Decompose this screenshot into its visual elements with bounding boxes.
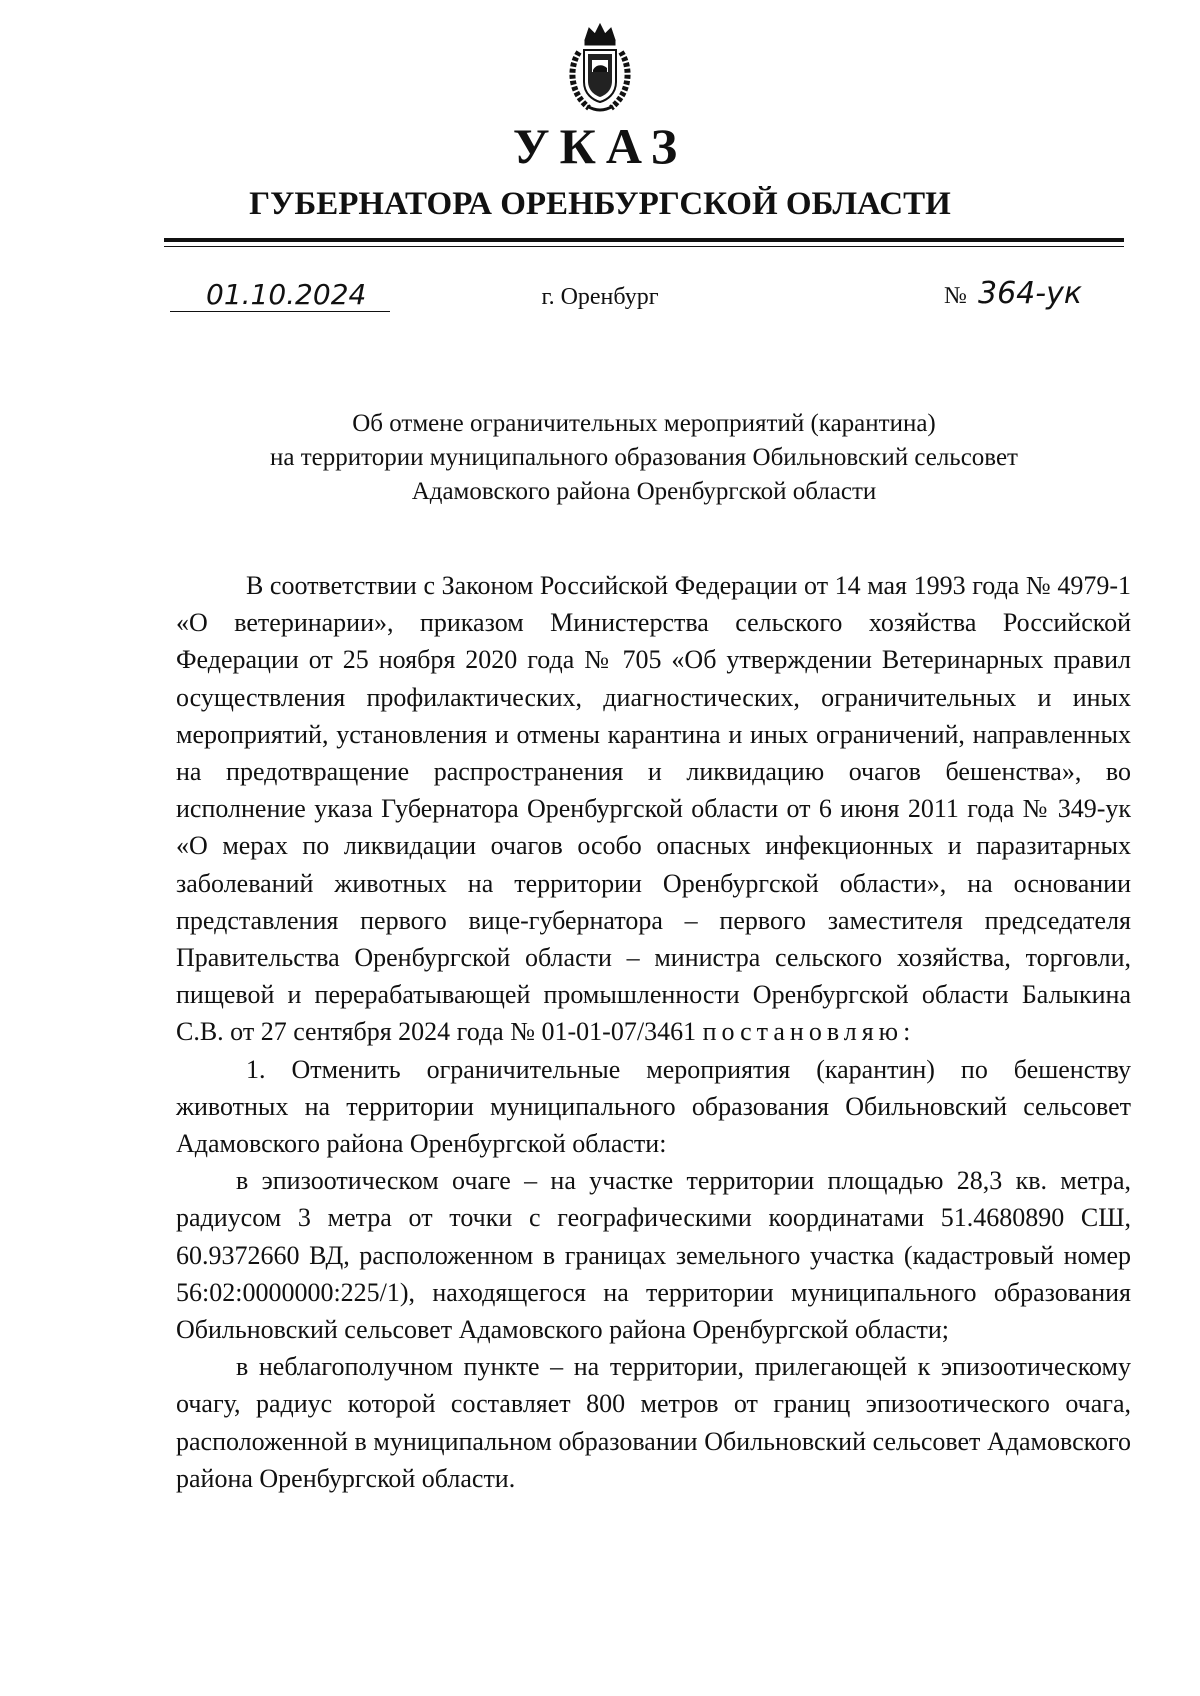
- document-subtitle: ГУБЕРНАТОРА ОРЕНБУРГСКОЙ ОБЛАСТИ: [249, 186, 951, 222]
- coat-of-arms-icon: [565, 22, 635, 114]
- document-body: [176, 567, 1131, 1497]
- decree-word: постановляю:: [702, 1017, 916, 1047]
- preamble-text: В соответствии с Законом Российской Федерации от 14 мая 1993 года № 4979-1 «О ветеринарии», приказом Министерства сельского хозяйства Российской Федерации от 25 ноября 2020 года № 705 «Об утверждении Ветеринарных правил осуществления профилактических, диагностических, ограничительных и иных мероприятий, установления и отмены карантина и иных ограничений, направленных на предотвращение распространения и ликвидацию очагов бешенства», во исполнение указа Губернатора Оренбургской области от 6 июня 2011 года № 349-ук «О мерах по ликвидации очагов особо опасных инфекционных и паразитарных заболеваний животных на территории Оренбургской области», на основании представления первого вице-губернатора – первого заместителя председателя Правительства Оренбургской области – министра сельского хозяйства, торговли, пищевой и перерабатывающей промышленности Оренбургской области Балыкина С.В. от 27 сентября 2024 года № 01-01-07/3461: [176, 571, 1131, 1047]
- paragraph-preamble: [176, 567, 1131, 1051]
- heading-line: Об отмене ограничительных мероприятий (карантина): [352, 410, 936, 437]
- document-number: 364-ук: [978, 276, 1082, 311]
- paragraph-focus: в эпизоотическом очаге – на участке территории площадью 28,3 кв. метра, радиусом 3 метра от точки с географическими координатами 51.4680890 СШ, 60.9372660 ВД, расположенном в границах земельного участка (кадастровый номер 56:02:0000000:225/1), находящегося на территории муниципального образования Обильновский сельсовет Адамовского района Оренбургской области;: [176, 1166, 1131, 1345]
- heading-line: Адамовского района Оренбургской области: [411, 478, 877, 505]
- paragraph-affected-area: в неблагополучном пункте – на территории, прилегающей к эпизоотическому очагу, радиус которой составляет 800 метров от границ эпизоотического очага, расположенной в муниципальном образовании Обильновский сельсовет Адамовского района Оренбургской области.: [176, 1352, 1131, 1493]
- header-rule-thin: [164, 246, 1124, 247]
- document-title: УКАЗ: [512, 118, 688, 174]
- number-prefix: №: [944, 283, 967, 309]
- document-date: 01.10.2024: [206, 278, 367, 311]
- document-city: г. Оренбург: [541, 284, 659, 310]
- heading-line: на территории муниципального образования Обильновский сельсовет: [270, 444, 1018, 471]
- number-field: [944, 276, 1134, 312]
- document-heading: [164, 407, 1124, 509]
- header-rule-thick: [164, 238, 1124, 242]
- paragraph-item-1: 1. Отменить ограничительные мероприятия (карантин) по бешенству животных на территории муниципального образования Обильновский сельсовет Адамовского района Оренбургской области:: [176, 1054, 1131, 1159]
